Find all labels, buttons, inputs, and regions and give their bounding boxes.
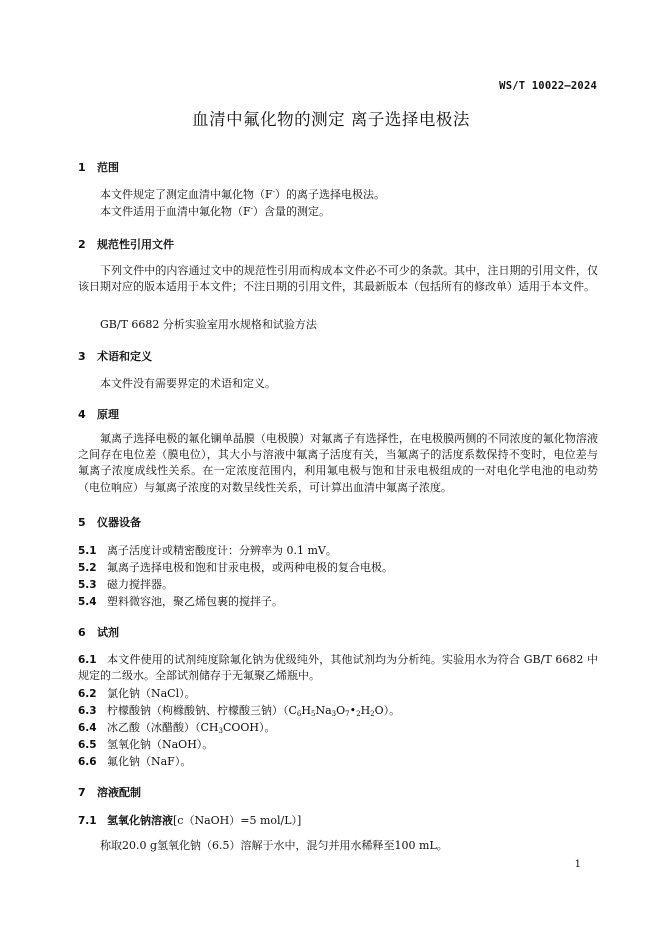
section-6-heading	[78, 624, 119, 640]
section-number: 2	[78, 238, 86, 251]
list-item: 5.2 氟离子选择电极和饱和甘汞电极，或两种电极的复合电极。	[78, 561, 393, 574]
scope-line-1: 本文件规定了测定血清中氟化物（F-）的离子选择电极法。	[100, 188, 386, 201]
chemical-formula: $CH_3COOH$	[200, 721, 260, 735]
section-7-heading	[78, 784, 141, 800]
section-title: 溶液配制	[97, 786, 141, 799]
scope-line-2: 本文件适用于血清中氟化物（F-）含量的测定。	[100, 205, 331, 218]
chemical-formula: $C_6H_5Na_3O_7•_2H_2O$	[288, 704, 384, 718]
section-4-heading	[78, 406, 119, 422]
section-number: 4	[78, 408, 86, 421]
reagent-6-4: 6.4 冰乙酸（冰醋酸）$(CH_3COOH)$。	[78, 721, 276, 735]
normative-references-paragraph: 下列文件中的内容通过文中的规范性引用而构成本文件必不可少的条款。其中，注日期的引用文件，仅该日期对应的版本适用于本文件；不注日期的引用文件，其最新版本（包括所有的修改单）适用于本文件。	[78, 264, 598, 294]
standard-number: WS/T 10022—2024	[499, 80, 597, 92]
section-3-heading	[78, 348, 152, 364]
reference-gbt-6682: GB/T 6682 分析实验室用水规格和试验方法	[100, 318, 317, 331]
section-title: 仪器设备	[97, 516, 141, 529]
principle-paragraph: 氟离子选择电极的氟化镧单晶膜（电极膜）对氟离子有选择性，在电极膜两侧的不同浓度的氟化物溶液之间存在电位差（膜电位），其大小与溶液中氟离子活度有关，当氟离子的活度系数保持不变时，电位差与氟离子浓度成线性关系。在一定浓度范围内，利用氟电极与饱和甘汞电极组成的一对电化学电池的电动势（电位响应）与氟离子浓度的对数呈线性关系，可计算出血清中氟离子浓度。	[78, 432, 598, 494]
reagent-6-2: 6.2 氯化钠（NaCl）。	[78, 687, 196, 700]
section-2-heading	[78, 236, 174, 252]
section-title: 规范性引用文件	[97, 238, 174, 251]
page-number: 1	[574, 859, 581, 870]
section-1-heading	[78, 159, 119, 175]
reagent-6-5: 6.5 氢氧化钠（NaOH）。	[78, 738, 214, 751]
concentration-spec: [c（NaOH）=5 mol/L）]	[173, 814, 302, 827]
reagent-6-1: 6.1 本文件使用的试剂纯度除氟化钠为优级纯外，其他试剂均为分析纯。实验用水为符合 GB/T 6682 中规定的二级水。全部试剂储存于无氟聚乙烯瓶中。	[78, 653, 598, 683]
list-item: 5.1 离子活度计或精密酸度计：分辨率为 0.1 mV。	[78, 544, 337, 557]
list-item: 5.4 塑料微容池，聚乙烯包裹的搅拌子。	[78, 595, 283, 608]
subsection-7-1-heading: 7.1 氢氧化钠溶液[c（NaOH）=5 mol/L）]	[78, 814, 302, 827]
section-5-heading	[78, 514, 141, 530]
section-title: 原理	[97, 408, 119, 421]
solution-preparation-paragraph: 称取20.0 g氢氧化钠（6.5）溶解于水中，混匀并用水稀释至100 mL。	[100, 839, 448, 852]
section-title: 范围	[97, 161, 119, 174]
section-number: 5	[78, 516, 86, 529]
terms-paragraph: 本文件没有需要界定的术语和定义。	[100, 377, 276, 390]
document-title: 血清中氟化物的测定 离子选择电极法	[192, 110, 470, 129]
list-item: 5.3 磁力搅拌器。	[78, 578, 173, 591]
section-title: 试剂	[97, 626, 119, 639]
section-number: 6	[78, 626, 86, 639]
section-number: 1	[78, 161, 86, 174]
section-number: 3	[78, 350, 86, 363]
reagent-6-3: 6.3 柠檬酸钠（枸橼酸钠、柠檬酸三钠）$(C_6H_5Na_3O_7•_2H_2O)$。	[78, 704, 401, 718]
reagent-6-6: 6.6 氟化钠（NaF）。	[78, 755, 192, 768]
section-number: 7	[78, 786, 86, 799]
section-title: 术语和定义	[97, 350, 152, 363]
